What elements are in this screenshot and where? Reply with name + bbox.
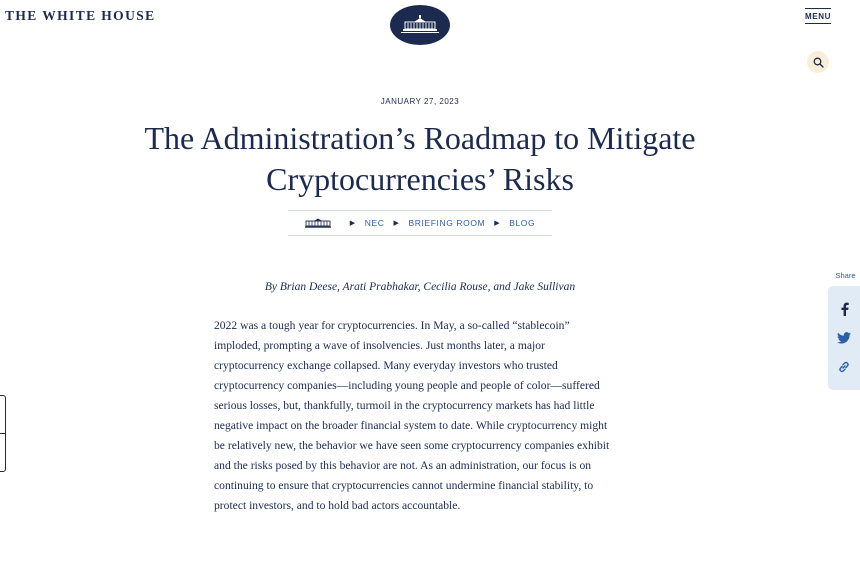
breadcrumb-item-nec[interactable]: NEC	[364, 218, 385, 228]
share-panel	[828, 286, 860, 390]
chevron-right-icon: ▶	[393, 220, 400, 227]
breadcrumb-item-briefing-room[interactable]: BRIEFING ROOM	[408, 218, 486, 228]
chevron-right-icon: ▶	[349, 220, 356, 227]
side-toggle-tab[interactable]	[0, 395, 6, 472]
page-title: The Administration’s Roadmap to Mitigate Cryptocurrencies’ Risks	[144, 120, 696, 197]
white-house-seal-icon[interactable]	[390, 5, 450, 45]
search-icon	[813, 57, 824, 68]
share-label: Share	[835, 271, 856, 280]
article-paragraph: 2022 was a tough year for cryptocurrencies. In May, a so-called “stablecoin” imploded, prompting a wave of insolvencies. Just months later, a major cryptocurrency exchange collapsed. Many everyday investors who trusted cryptocurrency companies—including young people and people of color—suffered serious losses, but, thankfully, turmoil in the cryptocurrency markets has had little negative impact on the broader financial system to date. While cryptocurrency might be relatively new, the behavior we have seen some cryptocurrency companies exhibit and the risks posed by this behavior are not. As an administration, our focus is on continuing to ensure that cryptocurrencies cannot undermine financial stability, to protect investors, and to hold bad actors accountable.	[214, 319, 610, 512]
article-date: JANUARY 27, 2023	[380, 97, 460, 106]
search-button[interactable]	[807, 51, 829, 73]
chevron-right-icon: ▶	[494, 220, 501, 227]
divider	[0, 433, 6, 434]
twitter-icon[interactable]	[836, 330, 852, 346]
article-byline: By Brian Deese, Arati Prabhakar, Cecilia Rouse, and Jake Sullivan	[264, 281, 576, 293]
breadcrumb-home[interactable]	[305, 218, 331, 228]
link-icon[interactable]	[836, 359, 852, 375]
white-house-icon	[305, 218, 331, 228]
breadcrumb-item-blog[interactable]: BLOG	[509, 218, 536, 228]
menu-button[interactable]: MENU	[805, 8, 831, 24]
site-title[interactable]: THE WHITE HOUSE	[5, 8, 156, 23]
breadcrumb	[288, 210, 552, 236]
facebook-icon[interactable]	[836, 301, 852, 317]
